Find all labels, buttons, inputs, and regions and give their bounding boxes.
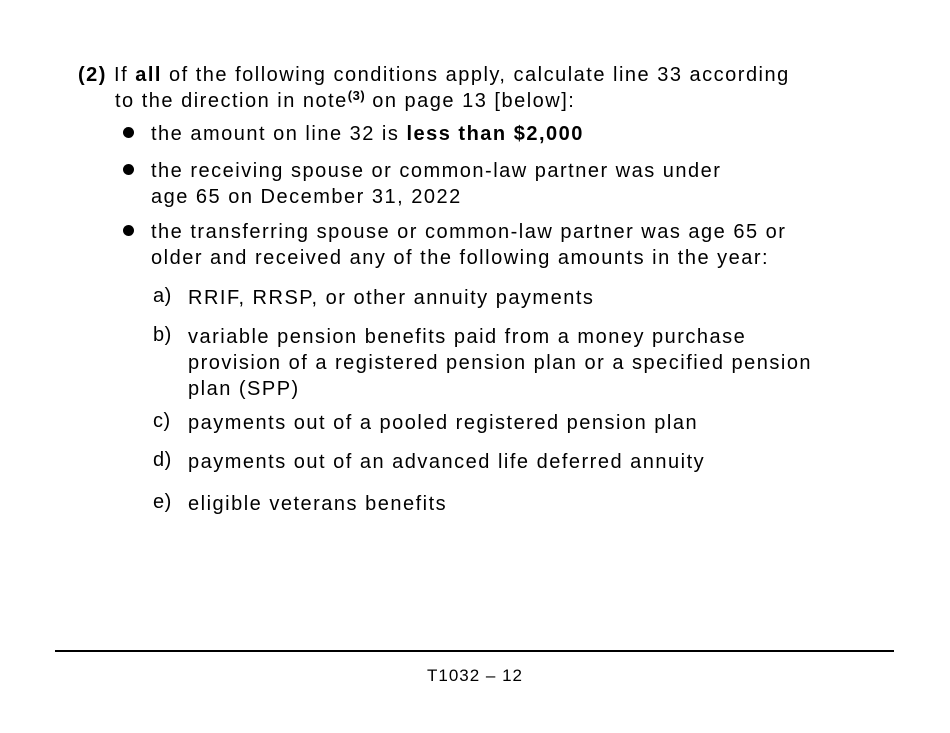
sub-item-label: a)	[153, 285, 172, 307]
sub-item-label: e)	[153, 491, 172, 513]
sub-item-label: c)	[153, 410, 171, 432]
sub-item: payments out of a pooled registered pension plan	[188, 412, 699, 434]
bullet-icon	[123, 164, 134, 175]
sub-item-cont: provision of a registered pension plan or a specified pension	[188, 352, 813, 374]
item-number: (2)	[78, 64, 107, 86]
bullet-item: the receiving spouse or common-law partner was under	[151, 160, 722, 182]
intro-text: If	[114, 64, 129, 86]
bullet-item: the transferring spouse or common-law partner was age 65 or	[151, 221, 787, 243]
sub-item-label: d)	[153, 449, 172, 471]
sub-item: eligible veterans benefits	[188, 493, 448, 515]
sub-item: RRIF, RRSP, or other annuity payments	[188, 287, 595, 309]
bullet-text: the amount on line 32 is	[151, 123, 400, 145]
bullet-item-cont: age 65 on December 31, 2022	[151, 186, 462, 208]
condition-intro-line-2	[115, 89, 575, 113]
condition-intro-line-1	[78, 63, 790, 87]
bullet-item	[151, 122, 584, 146]
sub-item: variable pension benefits paid from a money purchase	[188, 326, 747, 348]
bullet-bold: less than $2,000	[406, 123, 584, 145]
bullet-icon	[123, 225, 134, 236]
sub-item: payments out of an advanced life deferred annuity	[188, 451, 706, 473]
intro-text: to the direction in note	[115, 90, 348, 112]
bullet-item-cont: older and received any of the following amounts in the year:	[151, 247, 770, 269]
sub-item-label: b)	[153, 324, 172, 346]
page-number: T1032 – 12	[426, 666, 523, 685]
intro-text: of the following conditions apply, calculate line 33 according	[169, 64, 790, 86]
note-reference: (3)	[347, 88, 366, 103]
intro-bold: all	[135, 64, 162, 86]
footer-divider	[55, 650, 894, 652]
bullet-icon	[123, 127, 134, 138]
intro-text: on page 13 [below]:	[372, 90, 576, 112]
sub-item-cont: plan (SPP)	[188, 378, 300, 400]
